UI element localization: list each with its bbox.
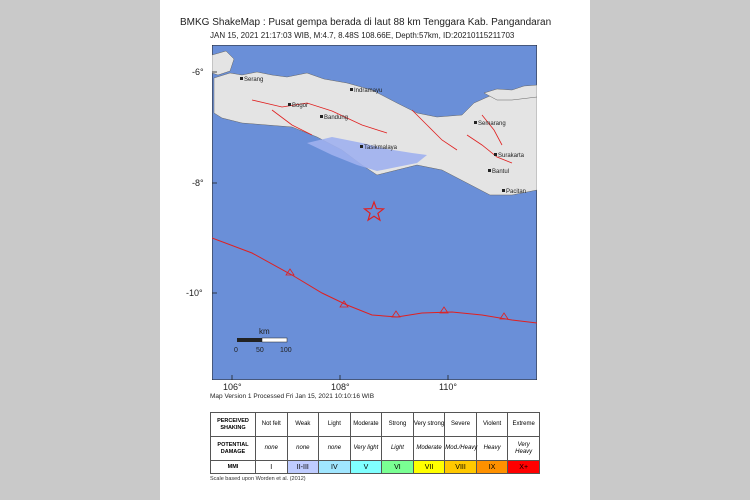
mmi-cell: I [256,461,288,474]
city-label: Surakarta [498,153,525,159]
city-label: Tasikmalaya [364,145,398,151]
scale-unit: km [259,327,270,336]
shakemap-map[interactable] [212,45,537,380]
mmi-cell: VIII [445,461,477,474]
shaking-cell: Moderate [350,413,382,437]
damage-cell: Moderate [413,437,445,461]
shaking-cell: Very strong [413,413,445,437]
lat-label: -8° [192,178,204,188]
scale-tick: 0 [234,347,238,354]
mmi-cell: X+ [508,461,540,474]
damage-cell: none [256,437,288,461]
shaking-cell: Violent [476,413,508,437]
scale-tick: 100 [280,347,292,354]
city-label: Semarang [478,121,506,127]
damage-cell: Heavy [476,437,508,461]
scale-credit: Scale based upon Worden et al. (2012) [210,476,306,482]
mmi-row [211,461,540,474]
shaking-row [211,413,540,437]
shaking-cell: Not felt [256,413,288,437]
shaking-cell: Strong [382,413,414,437]
mmi-cell: V [350,461,382,474]
map-title: BMKG ShakeMap : Pusat gempa berada di laut 88 km Tenggara Kab. Pangandaran [180,17,552,28]
row-label: PERCEIVED SHAKING [211,413,256,437]
damage-cell: Light [382,437,414,461]
city-label: Pacitan [506,189,527,195]
lat-label: -6° [192,67,204,77]
intensity-legend [210,412,540,474]
mmi-cell: IV [319,461,351,474]
city-label: Bantul [492,169,510,175]
lon-label: 108° [331,382,350,392]
damage-cell: none [287,437,319,461]
damage-cell: Very Heavy [508,437,540,461]
mmi-cell: II-III [287,461,319,474]
city-label: Bandung [324,115,349,121]
shaking-cell: Extreme [508,413,540,437]
row-label: MMI [211,461,256,474]
row-label: POTENTIAL DAMAGE [211,437,256,461]
city-label: Serang [244,77,264,83]
lon-label: 106° [223,382,242,392]
scale-tick: 50 [256,347,264,354]
damage-cell: Mod./Heavy [445,437,477,461]
damage-row [211,437,540,461]
damage-cell: none [319,437,351,461]
shaking-cell: Light [319,413,351,437]
damage-cell: Very light [350,437,382,461]
city-label: Bogor [292,103,309,109]
mmi-cell: VII [413,461,445,474]
shaking-cell: Severe [445,413,477,437]
shakemap-sheet [160,0,590,500]
lon-label: 110° [439,382,457,392]
shaking-cell: Weak [287,413,319,437]
mmi-cell: VI [382,461,414,474]
processed-note: Map Version 1 Processed Fri Jan 15, 2021 10:10:16 WIB [210,393,375,400]
city-label: Indramayu [354,88,383,94]
mmi-cell: IX [476,461,508,474]
event-details: JAN 15, 2021 21:17:03 WIB, M:4.7, 8.48S 108.66E, Depth:57km, ID:20210115211703 [210,31,515,40]
lat-label: -10° [186,288,203,298]
